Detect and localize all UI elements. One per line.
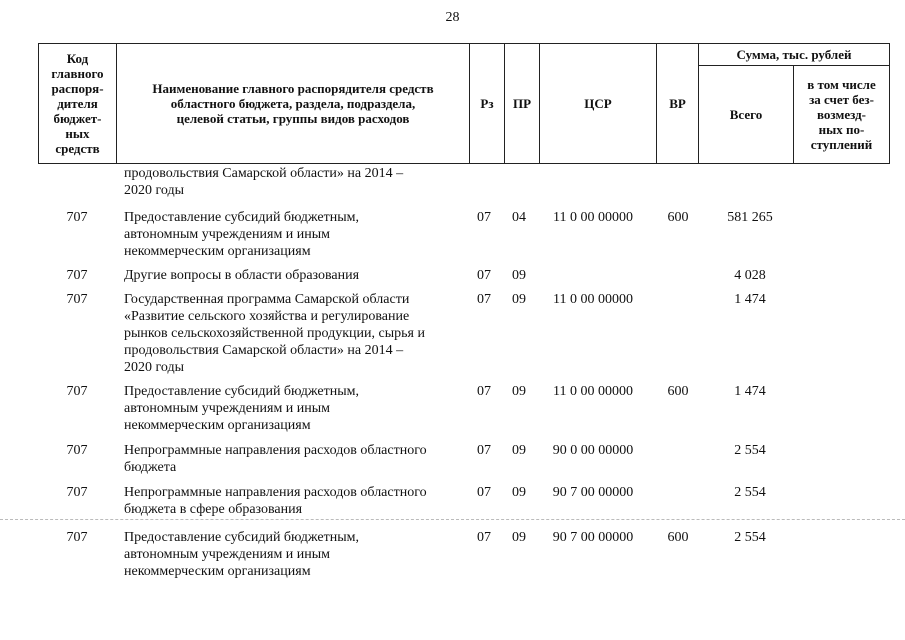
row-name: продовольствия Самарской области» на 2014 – 2020 годы bbox=[124, 166, 404, 198]
row-csr: 11 0 00 00000 bbox=[553, 292, 633, 307]
row-code: 707 bbox=[66, 210, 88, 225]
row-vr: 600 bbox=[667, 530, 689, 545]
header-name: Наименование главного распорядителя средств областного бюджета, раздела, подраздела, целевой статьи, группы видов расходов bbox=[117, 44, 470, 164]
row-name: Предоставление субсидий бюджетным, автономным учреждениям и иным некоммерческим организациям bbox=[124, 210, 360, 259]
row-total: 4 028 bbox=[734, 268, 766, 283]
row-rz: 07 bbox=[477, 384, 491, 399]
row-csr: 90 0 00 00000 bbox=[552, 443, 634, 458]
header-total: Всего bbox=[699, 66, 794, 164]
header-including: в том числе за счет без- возмезд- ных по- ступлений bbox=[794, 66, 890, 164]
row-pr: 09 bbox=[512, 268, 526, 283]
row-rz: 07 bbox=[477, 292, 491, 307]
row-csr: 11 0 00 00000 bbox=[553, 384, 633, 399]
row-csr: 90 7 00 00000 bbox=[552, 485, 634, 500]
row-csr: 11 0 00 00000 bbox=[553, 210, 633, 225]
row-name: Государственная программа Самарской области «Развитие сельского хозяйства и регулирование рынков сельскохозяйственной продукции, сырья и продовольствия Самарской области» на 2014 – 2020 годы bbox=[124, 292, 425, 375]
header-sum-group: Сумма, тыс. рублей bbox=[699, 44, 890, 66]
header-code: Код главного распоря- дителя бюджет- ных средств bbox=[39, 44, 117, 164]
header-rz: Рз bbox=[470, 44, 505, 164]
row-csr: 90 7 00 00000 bbox=[552, 530, 634, 545]
table-header bbox=[38, 43, 890, 164]
row-pr: 09 bbox=[512, 443, 526, 458]
row-vr: 600 bbox=[667, 210, 689, 225]
table-row bbox=[38, 529, 890, 580]
table-row bbox=[38, 442, 890, 476]
row-pr: 09 bbox=[512, 292, 526, 307]
row-code: 707 bbox=[66, 384, 88, 399]
row-name: Предоставление субсидий бюджетным, автономным учреждениям и иным некоммерческим организациям bbox=[124, 530, 360, 579]
row-code: 707 bbox=[66, 268, 88, 283]
table-body bbox=[38, 165, 890, 580]
row-rz: 07 bbox=[477, 485, 491, 500]
row-name: Непрограммные направления расходов областного бюджета в сфере образования bbox=[124, 485, 427, 517]
table-row bbox=[38, 291, 890, 376]
row-rz: 07 bbox=[477, 443, 491, 458]
row-code: 707 bbox=[66, 292, 88, 307]
row-code: 707 bbox=[66, 530, 88, 545]
row-rz: 07 bbox=[477, 268, 491, 283]
row-pr: 09 bbox=[512, 485, 526, 500]
table-row bbox=[38, 165, 890, 199]
row-pr: 09 bbox=[512, 530, 526, 545]
row-name: Непрограммные направления расходов областного бюджета bbox=[124, 443, 427, 475]
row-code: 707 bbox=[66, 485, 88, 500]
table-row bbox=[38, 383, 890, 434]
table-row bbox=[38, 484, 890, 518]
row-total: 1 474 bbox=[734, 292, 766, 307]
row-total: 581 265 bbox=[727, 210, 773, 225]
table-row bbox=[38, 267, 890, 284]
scan-artifact-line bbox=[0, 519, 905, 520]
row-vr: 600 bbox=[667, 384, 689, 399]
row-pr: 09 bbox=[512, 384, 526, 399]
row-total: 1 474 bbox=[734, 384, 766, 399]
page-number: 28 bbox=[445, 10, 460, 25]
row-total: 2 554 bbox=[734, 530, 766, 545]
row-total: 2 554 bbox=[734, 485, 766, 500]
row-name: Другие вопросы в области образования bbox=[124, 268, 360, 283]
table-row bbox=[38, 209, 890, 260]
header-vr: ВР bbox=[657, 44, 699, 164]
row-code: 707 bbox=[66, 443, 88, 458]
row-name: Предоставление субсидий бюджетным, автономным учреждениям и иным некоммерческим организациям bbox=[124, 384, 360, 433]
row-total: 2 554 bbox=[734, 443, 766, 458]
row-rz: 07 bbox=[477, 210, 491, 225]
header-pr: ПР bbox=[505, 44, 540, 164]
header-csr: ЦСР bbox=[540, 44, 657, 164]
row-rz: 07 bbox=[477, 530, 491, 545]
row-pr: 04 bbox=[512, 210, 526, 225]
